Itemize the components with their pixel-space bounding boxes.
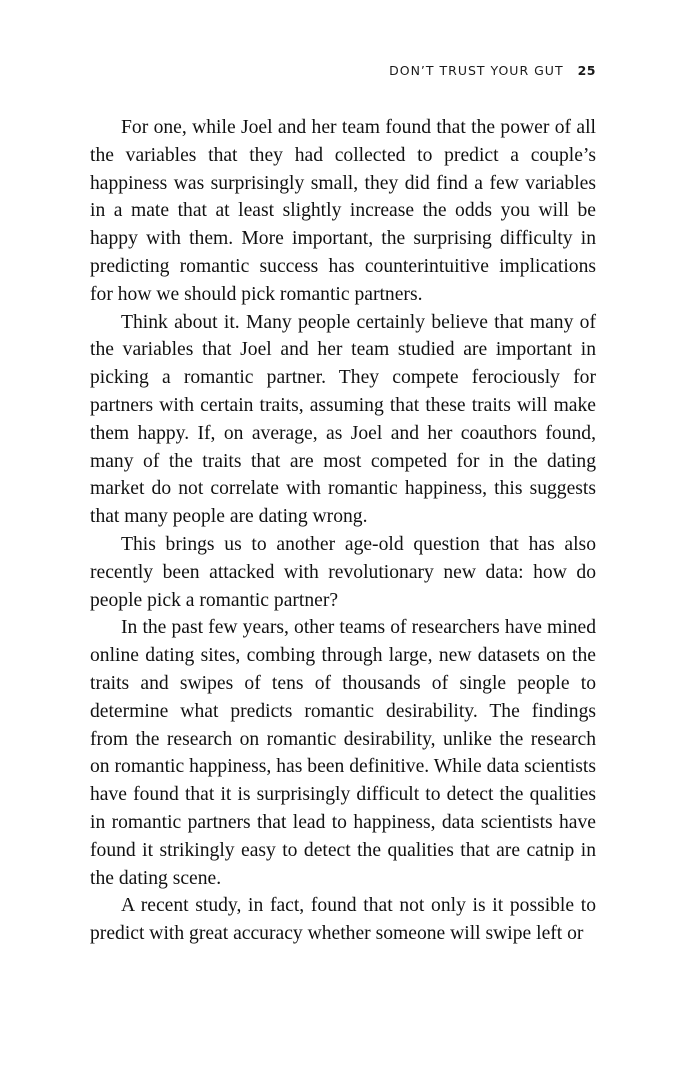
paragraph: For one, while Joel and her team found that the power of all the variables that they had collected to predict a couple’s happiness was surprisingly small, they did find a few variables in a mate that at least slightly increase the odds you will be happy with them. More important, the surprising difficulty in predicting romantic success has counterintuitive implications for how we should pick romantic partners. <box>90 117 596 305</box>
page-number: 25 <box>577 63 596 78</box>
running-title: DON’T TRUST YOUR GUT <box>389 63 564 78</box>
paragraph: In the past few years, other teams of researchers have mined online dating sites, combing through large, new datasets on the traits and swipes of tens of thousands of single people to determine what predicts romantic desirability. The findings from the research on romantic desirability, unlike the research on romantic happiness, has been definitive. While data scientists have found that it is surprisingly difficult to detect the qualities in romantic partners that lead to happiness, data scientists have found it strikingly easy to detect the qualities that are catnip in the dating scene. <box>90 617 596 889</box>
paragraph: This brings us to another age-old question that has also recently been attacked with revolutionary new data: how do people pick a romantic partner? <box>90 533 596 611</box>
body-text <box>90 114 596 948</box>
paragraph: Think about it. Many people certainly believe that many of the variables that Joel and her team studied are important in picking a romantic partner. They compete ferociously for partners with certain traits, assuming that these traits will make them happy. If, on average, as Joel and her coauthors found, many of the traits that are most competed for in the dating market do not correlate with romantic happiness, this suggests that many people are dating wrong. <box>90 311 596 528</box>
running-head <box>90 63 596 78</box>
paragraph: A recent study, in fact, found that not only is it possible to predict with great accuracy whether someone will swipe left or <box>90 895 596 945</box>
